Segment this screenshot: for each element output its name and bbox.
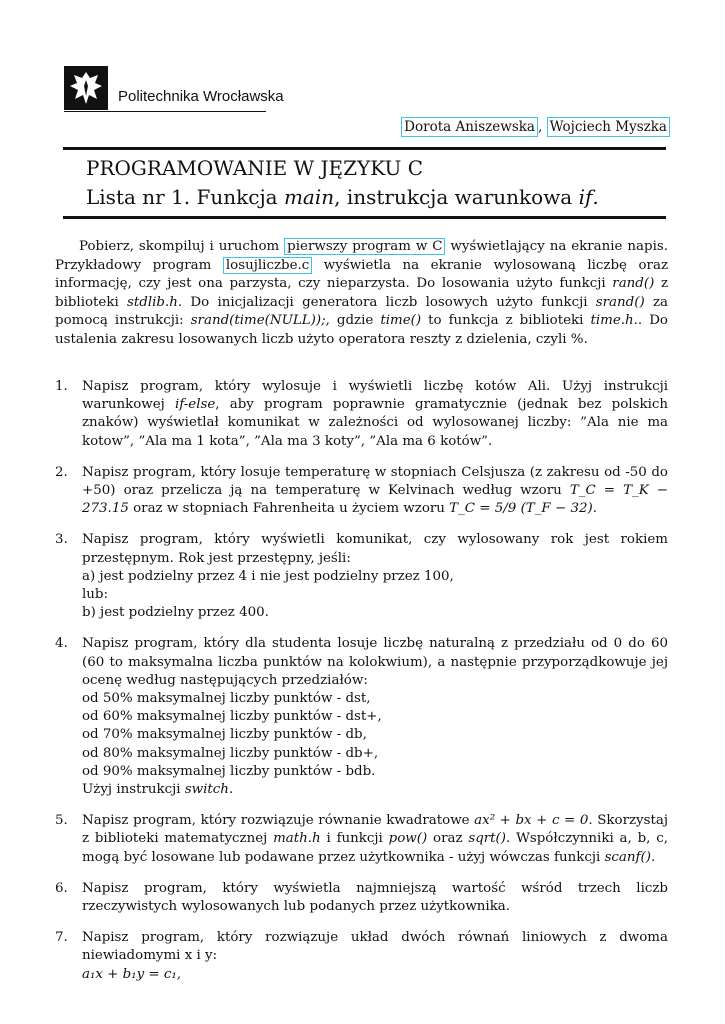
university-name: Politechnika Wrocławska	[118, 88, 284, 105]
author-link-aniszewska[interactable]: Dorota Aniszewska	[401, 117, 538, 137]
top-rule	[63, 147, 666, 150]
university-logo	[64, 66, 108, 110]
eagle-emblem-icon	[64, 66, 108, 110]
authors: Dorota Aniszewska , Wojciech Myszka	[401, 119, 670, 135]
formula-kelvin: T_C = T_K − 273.15	[82, 483, 668, 517]
intro-paragraph: Pobierz, skompiluj i uruchom pierwszy program w C wyświetlający na ekranie napis. Przykładowy program losujliczbe.c wyświetla na ekranie wylosowaną liczbę oraz informację, czy jest ona parzysta, czy nieparzysta. Do losowania użyto funkcji rand() z biblioteki stdlib.h. Do inicjalizacji generatora liczb losowych użyto funkcji srand() za pomocą instrukcji: srand(time(NULL));, gdzie time() to funkcja z biblioteki time.h.. Do ustalenia zakresu losowanych liczb użyto operatora reszty z dzielenia, czyli %.	[55, 239, 669, 347]
task-item: 5. Napisz program, który rozwiązuje równanie kwadratowe ax² + bx + c = 0. Skorzystaj z biblioteki matematycznej math.h i funkcji pow() oraz sqrt(). Współczynniki a, b, c, mogą być losowane lub podawane przez użytkownika - użyj wówczas funkcji scanf().	[55, 813, 668, 865]
formula-linear-eq: a₁x + b₁y = c₁,	[82, 966, 181, 982]
author-link-myszka[interactable]: Wojciech Myszka	[547, 117, 670, 137]
link-losujliczbe[interactable]: losujliczbe.c	[223, 257, 312, 274]
task-item: 6. Napisz program, który wyświetla najmniejszą wartość wśród trzech liczb rzeczywistych wylosowanych lub podanych przez użytkownika.	[55, 880, 668, 915]
task-item: 1. Napisz program, który wylosuje i wyświetli liczbę kotów Ali. Użyj instrukcji warunkowej if-else, aby program poprawnie gramatycznie (jednak bez polskich znaków) wyświetlał komunikat w zależności od wylosowanej liczby: ”Ala nie ma kotow”, ”Ala ma 1 kota”, ”Ala ma 3 koty”, ”Ala ma 6 kotów”.	[55, 379, 668, 449]
course-title: PROGRAMOWANIE W JĘZYKU C	[86, 156, 424, 180]
formula-fahrenheit: T_C = 5/9 (T_F − 32)	[449, 501, 593, 517]
task-item: 2. Napisz program, który losuje temperaturę w stopniach Celsjusza (z zakresu od -50 do +50) oraz przelicza ją na temperaturę w Kelvinach według wzoru T_C = T_K − 273.15 oraz w stopniach Fahrenheita u życiem wzoru T_C = 5/9 (T_F − 32).	[55, 464, 668, 517]
link-first-program[interactable]: pierwszy program w C	[284, 238, 445, 255]
formula-quadratic: ax² + bx + c = 0	[474, 813, 589, 829]
task-item: 4. Napisz program, który dla studenta losuje liczbę naturalną z przedziału od 0 do 60 (60 to maksymalna liczba punktów na kolokwium), a następnie przyporządkowuje jej ocenę według następujących przedziałów: od 50% maksymalnej liczby punktów - dst, od 60% maksymalnej liczby punktów - dst+, od 70% maksymalnej liczby punktów - db, od 80% maksymalnej liczby punktów - db+, od 90% maksymalnej liczby punktów - bdb. Użyj instrukcji switch.	[55, 636, 668, 798]
bottom-rule	[63, 216, 666, 219]
list-title: Lista nr 1. Funkcja main, instrukcja warunkowa if.	[86, 185, 599, 209]
task-list	[55, 378, 668, 997]
task-item: 7. Napisz program, który rozwiązuje układ dwóch równań liniowych z dwoma niewiadomymi x i y: a₁x + b₁y = c₁,	[55, 929, 668, 984]
logo-underline	[64, 111, 266, 112]
task-item: 3. Napisz program, który wyświetli komunikat, czy wylosowany rok jest rokiem przestępnym. Rok jest przestępny, jeśli: a) jest podzielny przez 4 i nie jest podzielny przez 100, lub: b) jest podzielny przez 400.	[55, 532, 668, 621]
